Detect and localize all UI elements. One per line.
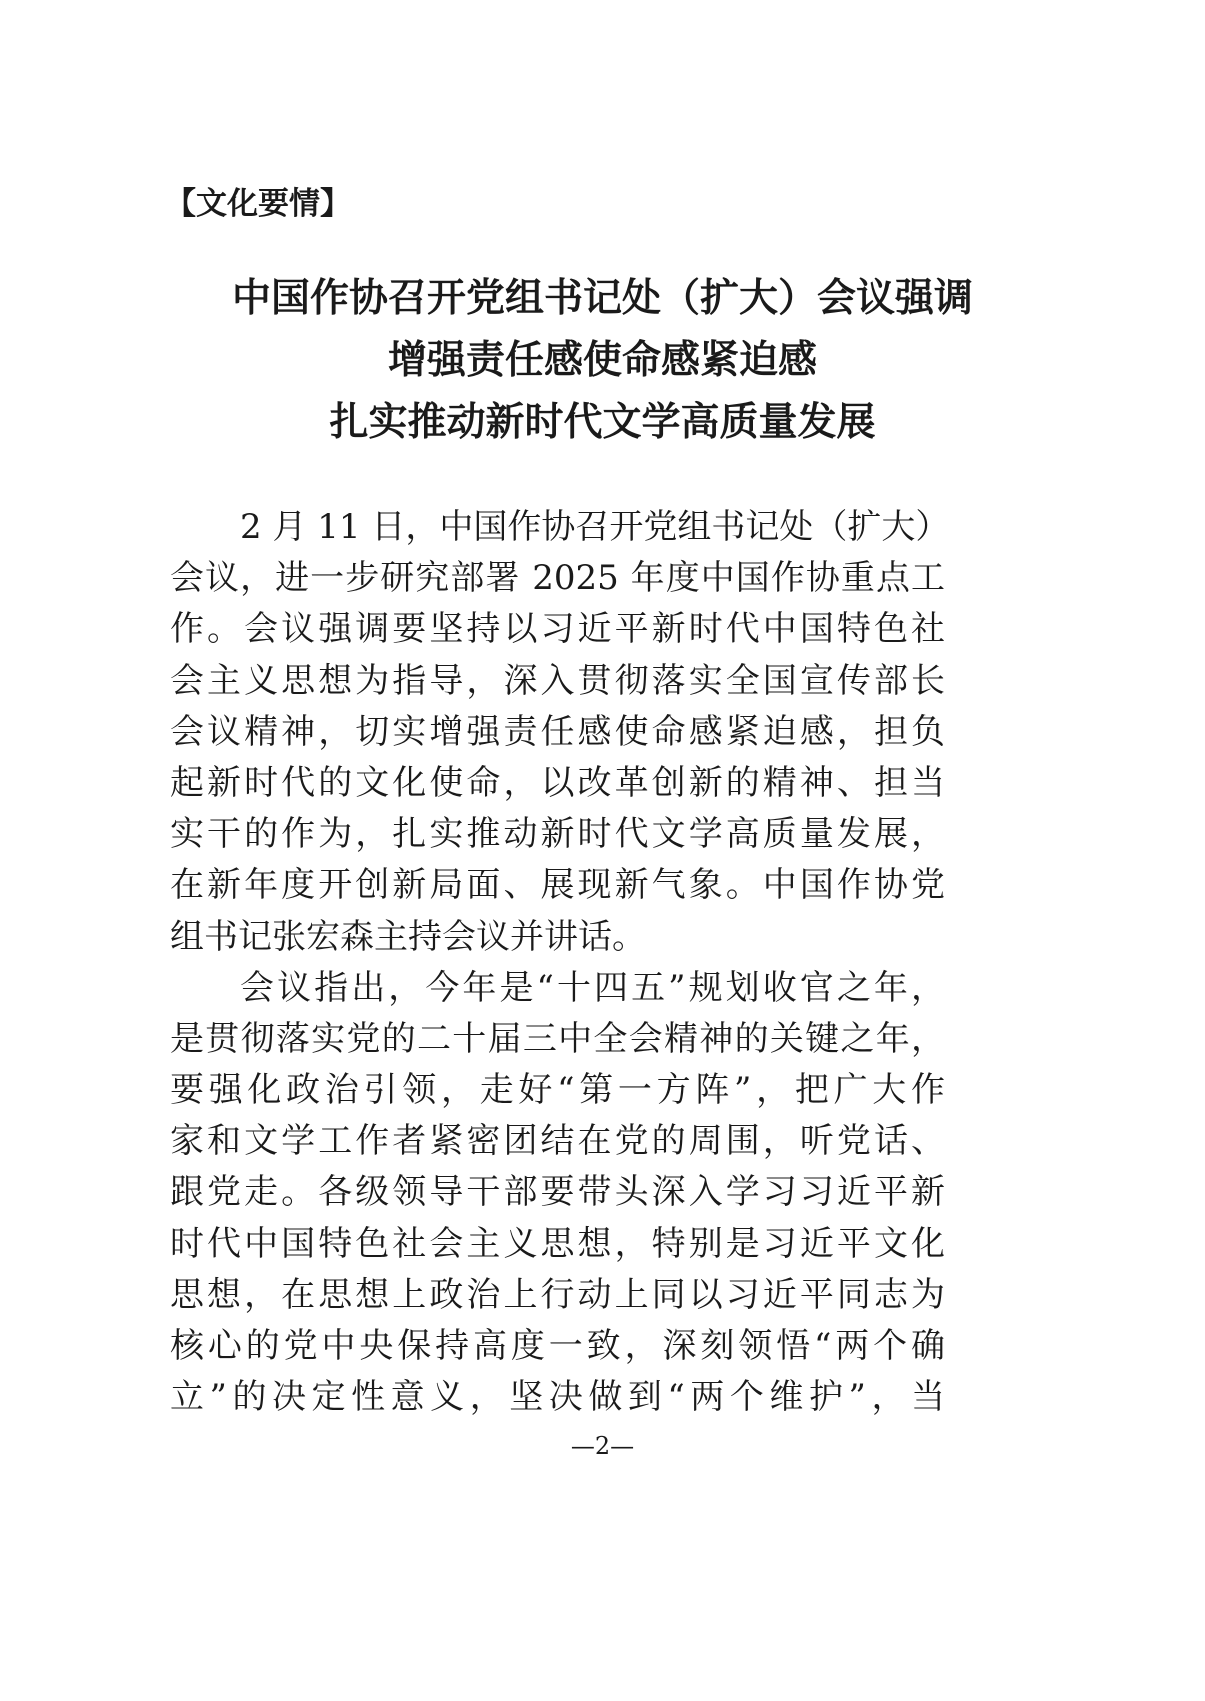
paragraph-line: 会议指出，今年是“十四五”规划收官之年，	[240, 967, 945, 1008]
paragraph-line: 会主义思想为指导，深入贯彻落实全国宣传部长	[170, 660, 945, 701]
title-line: 中国作协召开党组书记处（扩大）会议强调	[231, 276, 973, 321]
page-number: —2—	[570, 1432, 635, 1460]
paragraph-line: 在新年度开创新局面、展现新气象。中国作协党	[170, 865, 945, 906]
title-line: 扎实推动新时代文学高质量发展	[329, 400, 876, 445]
paragraph-line: 是贯彻落实党的二十届三中全会精神的关键之年，	[170, 1018, 945, 1059]
article-title	[0, 268, 1205, 454]
paragraph-line: 会议精神，切实增强责任感使命感紧迫感，担负	[170, 711, 945, 752]
paragraph-line: 实干的作为，扎实推动新时代文学高质量发展，	[170, 814, 945, 855]
paragraph-line: 2 月 11 日，中国作协召开党组书记处（扩大）	[240, 507, 950, 547]
paragraph-line: 组书记张宏森主持会议并讲话。	[170, 916, 646, 957]
paragraph-line: 跟党走。各级领导干部要带头深入学习习近平新	[170, 1172, 945, 1213]
paragraph-line: 核心的党中央保持高度一致，深刻领悟“两个确	[170, 1326, 945, 1366]
paragraph-line: 要强化政治引领，走好“第一方阵”，把广大作	[170, 1070, 945, 1111]
paragraph-line: 思想，在思想上政治上行动上同以习近平同志为	[170, 1274, 945, 1315]
paragraph-line: 立”的决定性意义，坚决做到“两个维护”，当	[170, 1377, 945, 1418]
article-body	[170, 502, 950, 1423]
paragraph-line: 起新时代的文化使命，以改革创新的精神、担当	[170, 762, 945, 803]
paragraph-line: 会议，进一步研究部署 2025 年度中国作协重点工	[170, 558, 945, 599]
title-line: 增强责任感使命感紧迫感	[387, 338, 817, 383]
paragraph-line: 作。会议强调要坚持以习近平新时代中国特色社	[170, 609, 945, 650]
section-tag: 【文化要情】	[165, 186, 351, 222]
paragraph-line: 家和文学工作者紧密团结在党的周围，听党话、	[170, 1121, 945, 1162]
paragraph-line: 时代中国特色社会主义思想，特别是习近平文化	[170, 1223, 945, 1264]
